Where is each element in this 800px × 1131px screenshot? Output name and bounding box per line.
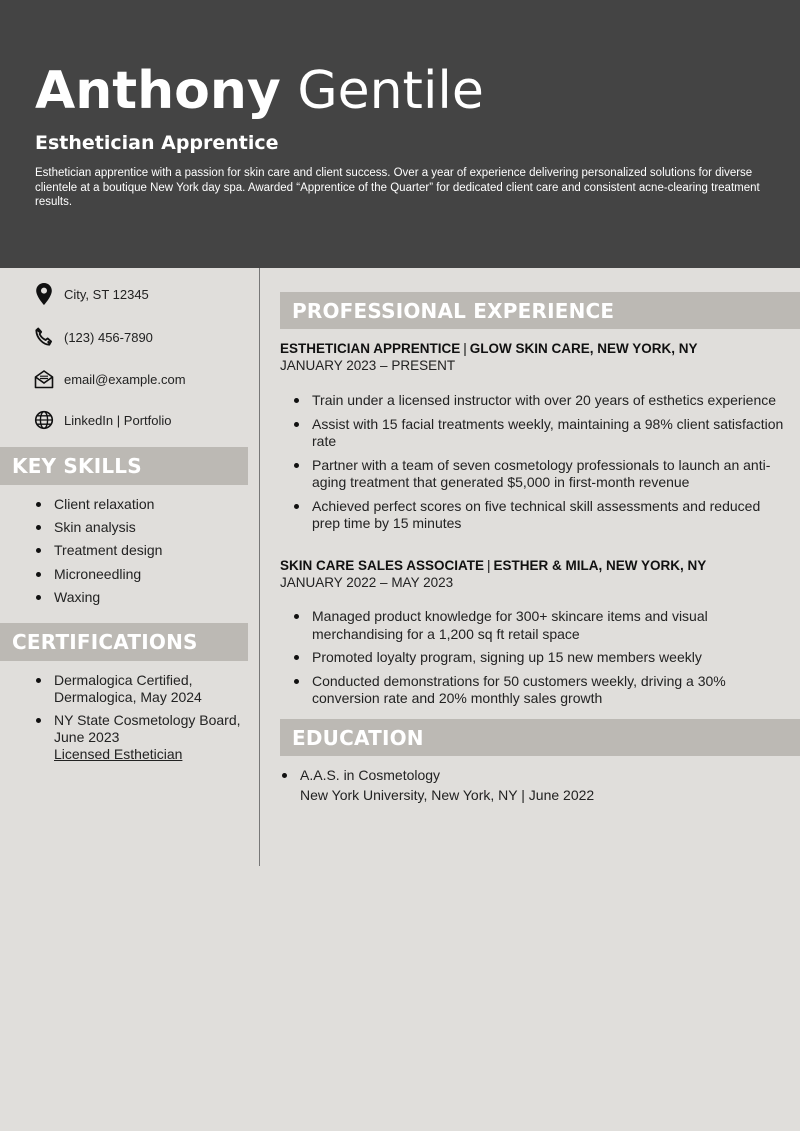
list-item: Train under a licensed instructor with over 20 years of esthetics experience — [280, 392, 790, 410]
school-separator: | — [521, 786, 525, 803]
job-separator: | — [487, 558, 491, 573]
education-heading: EDUCATION — [280, 719, 800, 756]
phone-text: (123) 456-7890 — [64, 329, 153, 345]
list-item — [0, 712, 250, 763]
cert-line: NY State Cosmetology Board, — [54, 712, 241, 729]
list-item: Achieved perfect scores on five technical skill assessments and reduced prep time by 15 minutes — [280, 498, 790, 533]
job-dates: JANUARY 2023 – PRESENT — [280, 358, 456, 373]
job-company: GLOW SKIN CARE, NEW YORK, NY — [469, 341, 698, 356]
job-heading — [280, 558, 706, 573]
skills-list — [0, 496, 250, 612]
degree: A.A.S. in Cosmetology — [280, 766, 594, 786]
location-text: City, ST 12345 — [64, 286, 149, 302]
cert-line: Dermalogica, May 2024 — [54, 689, 202, 705]
education-entry — [280, 766, 594, 805]
cert-license-link[interactable]: Licensed Esthetician — [54, 746, 183, 763]
experience-heading: PROFESSIONAL EXPERIENCE — [280, 292, 800, 329]
resume-header — [0, 0, 800, 268]
location-pin-icon — [34, 283, 54, 305]
phone-icon — [34, 326, 54, 348]
email-text: email@example.com — [64, 371, 186, 387]
summary: Esthetician apprentice with a passion for skin care and client success. Over a year of experience delivering personalized solutions for diverse clientele at a boutique New York day spa. Awarded “Apprentice of the Quarter” for dedicated client care and consistent acne-clearing treatment results. — [35, 167, 760, 208]
certifications-heading: CERTIFICATIONS — [0, 623, 248, 661]
list-item: Promoted loyalty program, signing up 15 new members weekly — [280, 649, 790, 667]
job-heading — [280, 341, 698, 356]
linkedin-link[interactable]: LinkedIn — [64, 412, 114, 428]
job-title: Esthetician Apprentice — [35, 132, 279, 154]
last-name: Gentile — [297, 61, 484, 121]
job-bullets — [280, 608, 790, 714]
envelope-icon — [34, 368, 54, 390]
job-dates: JANUARY 2022 – MAY 2023 — [280, 575, 454, 590]
contact-email — [34, 366, 186, 392]
school: New York University, New York, NY — [300, 786, 518, 803]
job-separator: | — [463, 341, 467, 356]
candidate-name — [35, 58, 484, 124]
first-name: Anthony — [35, 61, 281, 121]
list-item: Waxing — [0, 589, 250, 606]
key-skills-heading: KEY SKILLS — [0, 447, 248, 485]
job-role: SKIN CARE SALES ASSOCIATE — [280, 558, 485, 573]
school-line — [280, 786, 594, 806]
list-item: Conducted demonstrations for 50 customers weekly, driving a 30% conversion rate and 20% monthly sales growth — [280, 673, 790, 708]
job-company: ESTHER & MILA, NEW YORK, NY — [493, 558, 707, 573]
cert-line: Dermalogica Certified, — [54, 672, 193, 688]
job-role: ESTHETICIAN APPRENTICE — [280, 341, 461, 356]
list-item — [0, 672, 250, 706]
portfolio-link[interactable]: Portfolio — [123, 412, 172, 428]
list-item: Assist with 15 facial treatments weekly, maintaining a 98% client satisfaction rate — [280, 416, 790, 451]
column-divider — [259, 268, 260, 866]
contact-links — [34, 407, 172, 433]
graduation-date: June 2022 — [528, 786, 595, 803]
links-separator: | — [116, 412, 121, 428]
list-item: Skin analysis — [0, 519, 250, 536]
list-item: Partner with a team of seven cosmetology professionals to launch an anti-aging treatment that generated $5,000 in first-month revenue — [280, 457, 790, 492]
job-bullets — [280, 392, 790, 539]
links-text — [64, 413, 172, 428]
cert-line: June 2023 — [54, 729, 120, 746]
globe-icon — [34, 409, 54, 431]
list-item: Treatment design — [0, 542, 250, 559]
certifications-list — [0, 672, 250, 769]
contact-location — [34, 281, 149, 307]
contact-phone — [34, 324, 153, 350]
list-item: Client relaxation — [0, 496, 250, 513]
list-item: Microneedling — [0, 566, 250, 583]
list-item: Managed product knowledge for 300+ skincare items and visual merchandising for a 1,200 sq ft retail space — [280, 608, 790, 643]
